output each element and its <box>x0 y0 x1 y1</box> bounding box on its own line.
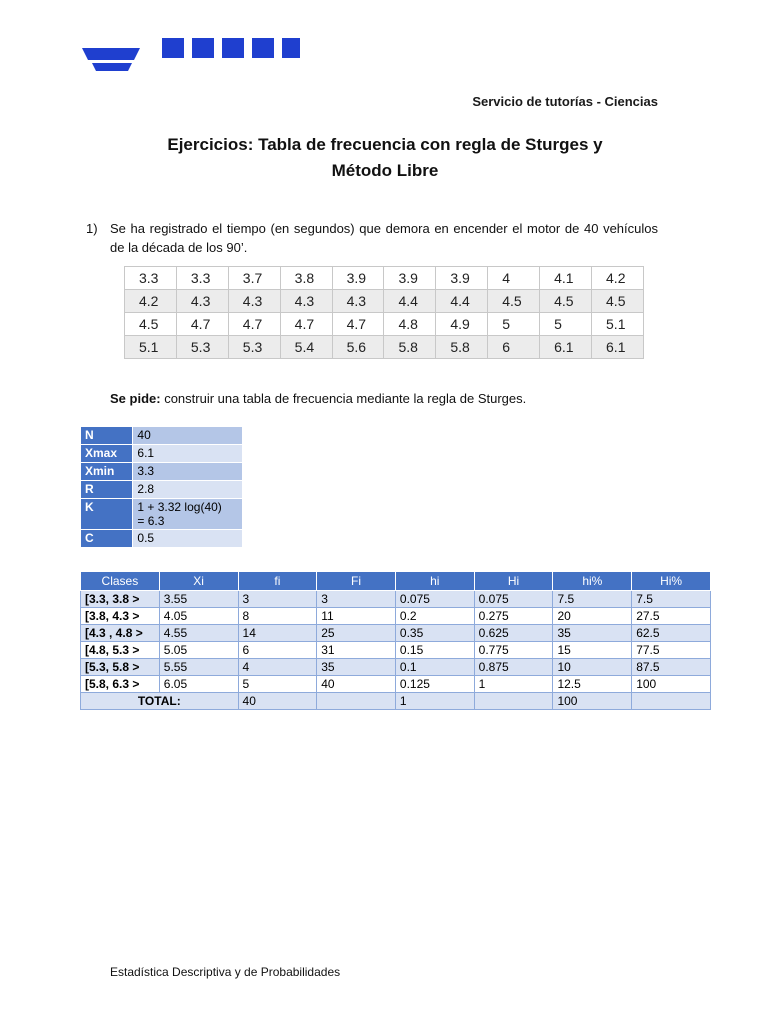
request-statement <box>110 391 526 406</box>
table-row <box>81 676 711 693</box>
param-label: N <box>81 427 133 445</box>
param-label: Xmin <box>81 463 133 481</box>
table-cell: 11 <box>317 608 396 625</box>
table-cell: 4.7 <box>176 313 228 336</box>
table-cell: 4.3 <box>332 290 384 313</box>
table-cell: 10 <box>553 659 632 676</box>
class-interval: [5.8, 6.3 > <box>81 676 160 693</box>
table-cell: 4.5 <box>488 290 540 313</box>
table-cell: 62.5 <box>632 625 711 642</box>
table-cell: 3.9 <box>436 267 488 290</box>
table-cell <box>474 693 553 710</box>
table-cell: 4.4 <box>384 290 436 313</box>
table-cell: 3.9 <box>332 267 384 290</box>
table-row <box>125 290 644 313</box>
table-cell: 20 <box>553 608 632 625</box>
table-cell: 4.9 <box>436 313 488 336</box>
table-cell: 40 <box>317 676 396 693</box>
parameters-table <box>80 426 243 548</box>
column-header: hi% <box>553 572 632 591</box>
column-header: Hi <box>474 572 553 591</box>
table-cell: 5.8 <box>436 336 488 359</box>
table-cell: 4.2 <box>125 290 177 313</box>
class-interval: [3.3, 3.8 > <box>81 591 160 608</box>
table-cell: 8 <box>238 608 317 625</box>
column-header: Hi% <box>632 572 711 591</box>
total-hi-pct: 100 <box>553 693 632 710</box>
param-value-line-2: = 6.3 <box>137 514 165 528</box>
table-cell: 1 <box>474 676 553 693</box>
request-text: construir una tabla de frecuencia mediante la regla de Sturges. <box>160 391 527 406</box>
table-cell: 3.7 <box>228 267 280 290</box>
service-header: Servicio de tutorías - Ciencias <box>472 94 658 109</box>
table-cell: 5.1 <box>592 313 644 336</box>
class-interval: [4.3 , 4.8 > <box>81 625 160 642</box>
table-cell: 4.1 <box>540 267 592 290</box>
table-cell: 4.5 <box>540 290 592 313</box>
param-label: R <box>81 481 133 499</box>
problem-statement <box>86 219 658 257</box>
column-header: hi <box>395 572 474 591</box>
table-cell: 0.075 <box>395 591 474 608</box>
table-cell: 87.5 <box>632 659 711 676</box>
senati-logo <box>82 38 312 74</box>
table-cell <box>632 693 711 710</box>
table-cell: 0.15 <box>395 642 474 659</box>
table-cell: 0.625 <box>474 625 553 642</box>
param-label: Xmax <box>81 445 133 463</box>
table-cell: 4.5 <box>592 290 644 313</box>
page-title <box>80 132 690 184</box>
table-cell: 12.5 <box>553 676 632 693</box>
table-row <box>125 336 644 359</box>
table-cell: 3 <box>317 591 396 608</box>
title-line-2: Método Libre <box>331 161 439 180</box>
table-row <box>81 463 243 481</box>
param-label: K <box>81 499 133 530</box>
table-cell: 4.55 <box>159 625 238 642</box>
table-cell: 3.55 <box>159 591 238 608</box>
table-row <box>81 445 243 463</box>
table-cell: 6 <box>488 336 540 359</box>
table-cell: 25 <box>317 625 396 642</box>
table-cell: 4.7 <box>228 313 280 336</box>
table-cell: 4.3 <box>280 290 332 313</box>
table-cell: 3 <box>238 591 317 608</box>
class-interval: [5.3, 5.8 > <box>81 659 160 676</box>
table-cell: 0.775 <box>474 642 553 659</box>
table-cell: 4.8 <box>384 313 436 336</box>
param-value: 0.5 <box>133 530 243 548</box>
param-value: 6.1 <box>133 445 243 463</box>
raw-data-table <box>124 266 644 359</box>
table-cell: 14 <box>238 625 317 642</box>
page-footer: Estadística Descriptiva y de Probabilidades <box>110 965 341 979</box>
table-header-row <box>81 572 711 591</box>
table-cell: 6.1 <box>592 336 644 359</box>
table-cell: 4 <box>238 659 317 676</box>
table-cell: 4.4 <box>436 290 488 313</box>
table-cell: 3.9 <box>384 267 436 290</box>
param-label: C <box>81 530 133 548</box>
table-cell: 35 <box>553 625 632 642</box>
table-cell: 77.5 <box>632 642 711 659</box>
frequency-table <box>80 571 711 710</box>
param-value: 3.3 <box>133 463 243 481</box>
total-label: TOTAL: <box>81 693 239 710</box>
param-value-line-1: 1 + 3.32 log(40) <box>137 500 222 514</box>
table-cell: 0.2 <box>395 608 474 625</box>
table-cell: 4.3 <box>228 290 280 313</box>
table-cell: 5.3 <box>176 336 228 359</box>
table-cell: 4.5 <box>125 313 177 336</box>
table-row <box>81 499 243 530</box>
table-cell: 6.1 <box>540 336 592 359</box>
table-cell: 5.8 <box>384 336 436 359</box>
table-cell: 4.2 <box>592 267 644 290</box>
table-row <box>81 481 243 499</box>
param-value: 40 <box>133 427 243 445</box>
param-value <box>133 499 243 530</box>
table-row <box>81 659 711 676</box>
table-cell: 5 <box>488 313 540 336</box>
table-row <box>81 608 711 625</box>
table-cell: 5.4 <box>280 336 332 359</box>
table-cell: 27.5 <box>632 608 711 625</box>
table-row <box>81 427 243 445</box>
table-cell: 35 <box>317 659 396 676</box>
table-cell: 4.7 <box>280 313 332 336</box>
table-cell: 5.1 <box>125 336 177 359</box>
table-cell: 100 <box>632 676 711 693</box>
problem-number: 1) <box>86 221 98 236</box>
table-cell: 5.3 <box>228 336 280 359</box>
table-cell: 15 <box>553 642 632 659</box>
table-cell: 7.5 <box>632 591 711 608</box>
table-cell: 4 <box>488 267 540 290</box>
table-cell: 5.55 <box>159 659 238 676</box>
total-fi: 40 <box>238 693 317 710</box>
table-cell: 4.3 <box>176 290 228 313</box>
table-cell: 0.075 <box>474 591 553 608</box>
table-cell: 3.8 <box>280 267 332 290</box>
table-row <box>125 267 644 290</box>
table-cell: 6 <box>238 642 317 659</box>
table-cell: 5 <box>238 676 317 693</box>
request-label: Se pide: <box>110 391 161 406</box>
column-header: Clases <box>81 572 160 591</box>
table-cell: 4.7 <box>332 313 384 336</box>
total-hi: 1 <box>395 693 474 710</box>
column-header: Xi <box>159 572 238 591</box>
class-interval: [3.8, 4.3 > <box>81 608 160 625</box>
title-line-1: Ejercicios: Tabla de frecuencia con regla de Sturges y <box>167 135 603 154</box>
table-cell: 0.125 <box>395 676 474 693</box>
table-cell: 7.5 <box>553 591 632 608</box>
total-row <box>81 693 711 710</box>
table-cell: 3.3 <box>176 267 228 290</box>
table-cell: 5 <box>540 313 592 336</box>
problem-text: Se ha registrado el tiempo (en segundos) que demora en encender el motor de 40 vehículos de la década de los 90’. <box>110 221 658 255</box>
param-value: 2.8 <box>133 481 243 499</box>
table-row <box>81 642 711 659</box>
table-cell: 0.35 <box>395 625 474 642</box>
table-cell: 5.6 <box>332 336 384 359</box>
table-cell: 0.275 <box>474 608 553 625</box>
table-cell: 4.05 <box>159 608 238 625</box>
table-cell: 0.875 <box>474 659 553 676</box>
table-row <box>81 591 711 608</box>
table-cell: 0.1 <box>395 659 474 676</box>
table-cell: 3.3 <box>125 267 177 290</box>
column-header: Fi <box>317 572 396 591</box>
table-row <box>81 530 243 548</box>
table-cell <box>317 693 396 710</box>
table-cell: 6.05 <box>159 676 238 693</box>
table-cell: 5.05 <box>159 642 238 659</box>
table-cell: 31 <box>317 642 396 659</box>
table-row <box>125 313 644 336</box>
class-interval: [4.8, 5.3 > <box>81 642 160 659</box>
column-header: fi <box>238 572 317 591</box>
table-row <box>81 625 711 642</box>
